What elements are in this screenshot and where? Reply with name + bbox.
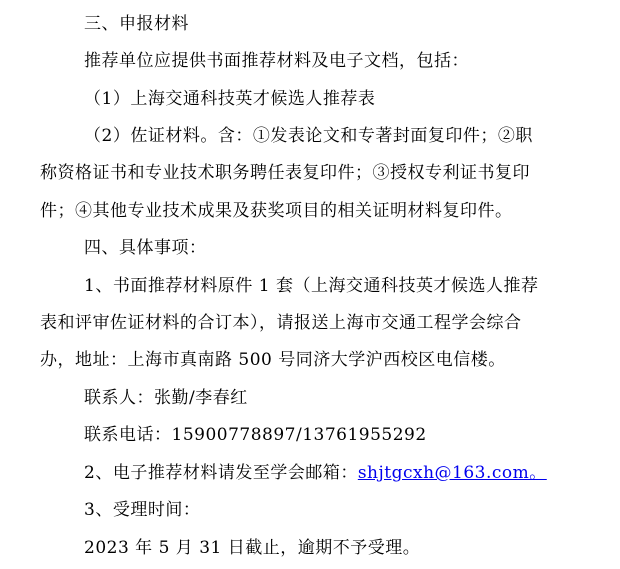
section-3-intro: 推荐单位应提供书面推荐材料及电子文档，包括： (84, 51, 469, 71)
section-3-heading: 三、申报材料 (84, 14, 189, 34)
paragraph-1-line-2: 表和评审佐证材料的合订本），请报送上海市交通工程学会综合 (40, 313, 522, 333)
contact-phone: 联系电话：15900778897/13761955292 (84, 425, 427, 445)
list-item-1: （1）上海交通科技英才候选人推荐表 (84, 89, 376, 109)
list-item-2-line-2: 称资格证书和专业技术职务聘任表复印件；③授权专利证书复印 (40, 163, 530, 183)
section-4-heading: 四、具体事项： (84, 238, 207, 258)
paragraph-3: 3、受理时间： (84, 500, 201, 520)
list-item-2-line-1: （2）佐证材料。含：①发表论文和专著封面复印件；②职 (84, 126, 533, 146)
paragraph-1-line-1: 1、书面推荐材料原件 1 套（上海交通科技英才候选人推荐 (84, 276, 539, 296)
paragraph-2 (84, 462, 547, 484)
email-link[interactable]: shjtgcxh@163.com。 (357, 463, 547, 483)
list-item-2-line-3: 件；④其他专业技术成果及获奖项目的相关证明材料复印件。 (40, 201, 513, 221)
contact-person: 联系人：张勤/李春红 (84, 388, 248, 408)
deadline-text: 2023 年 5 月 31 日截止，逾期不予受理。 (84, 538, 421, 558)
paragraph-1-line-3: 办，地址：上海市真南路 500 号同济大学沪西校区电信楼。 (40, 350, 506, 370)
paragraph-2-text: 2、电子推荐材料请发至学会邮箱： (84, 463, 358, 483)
